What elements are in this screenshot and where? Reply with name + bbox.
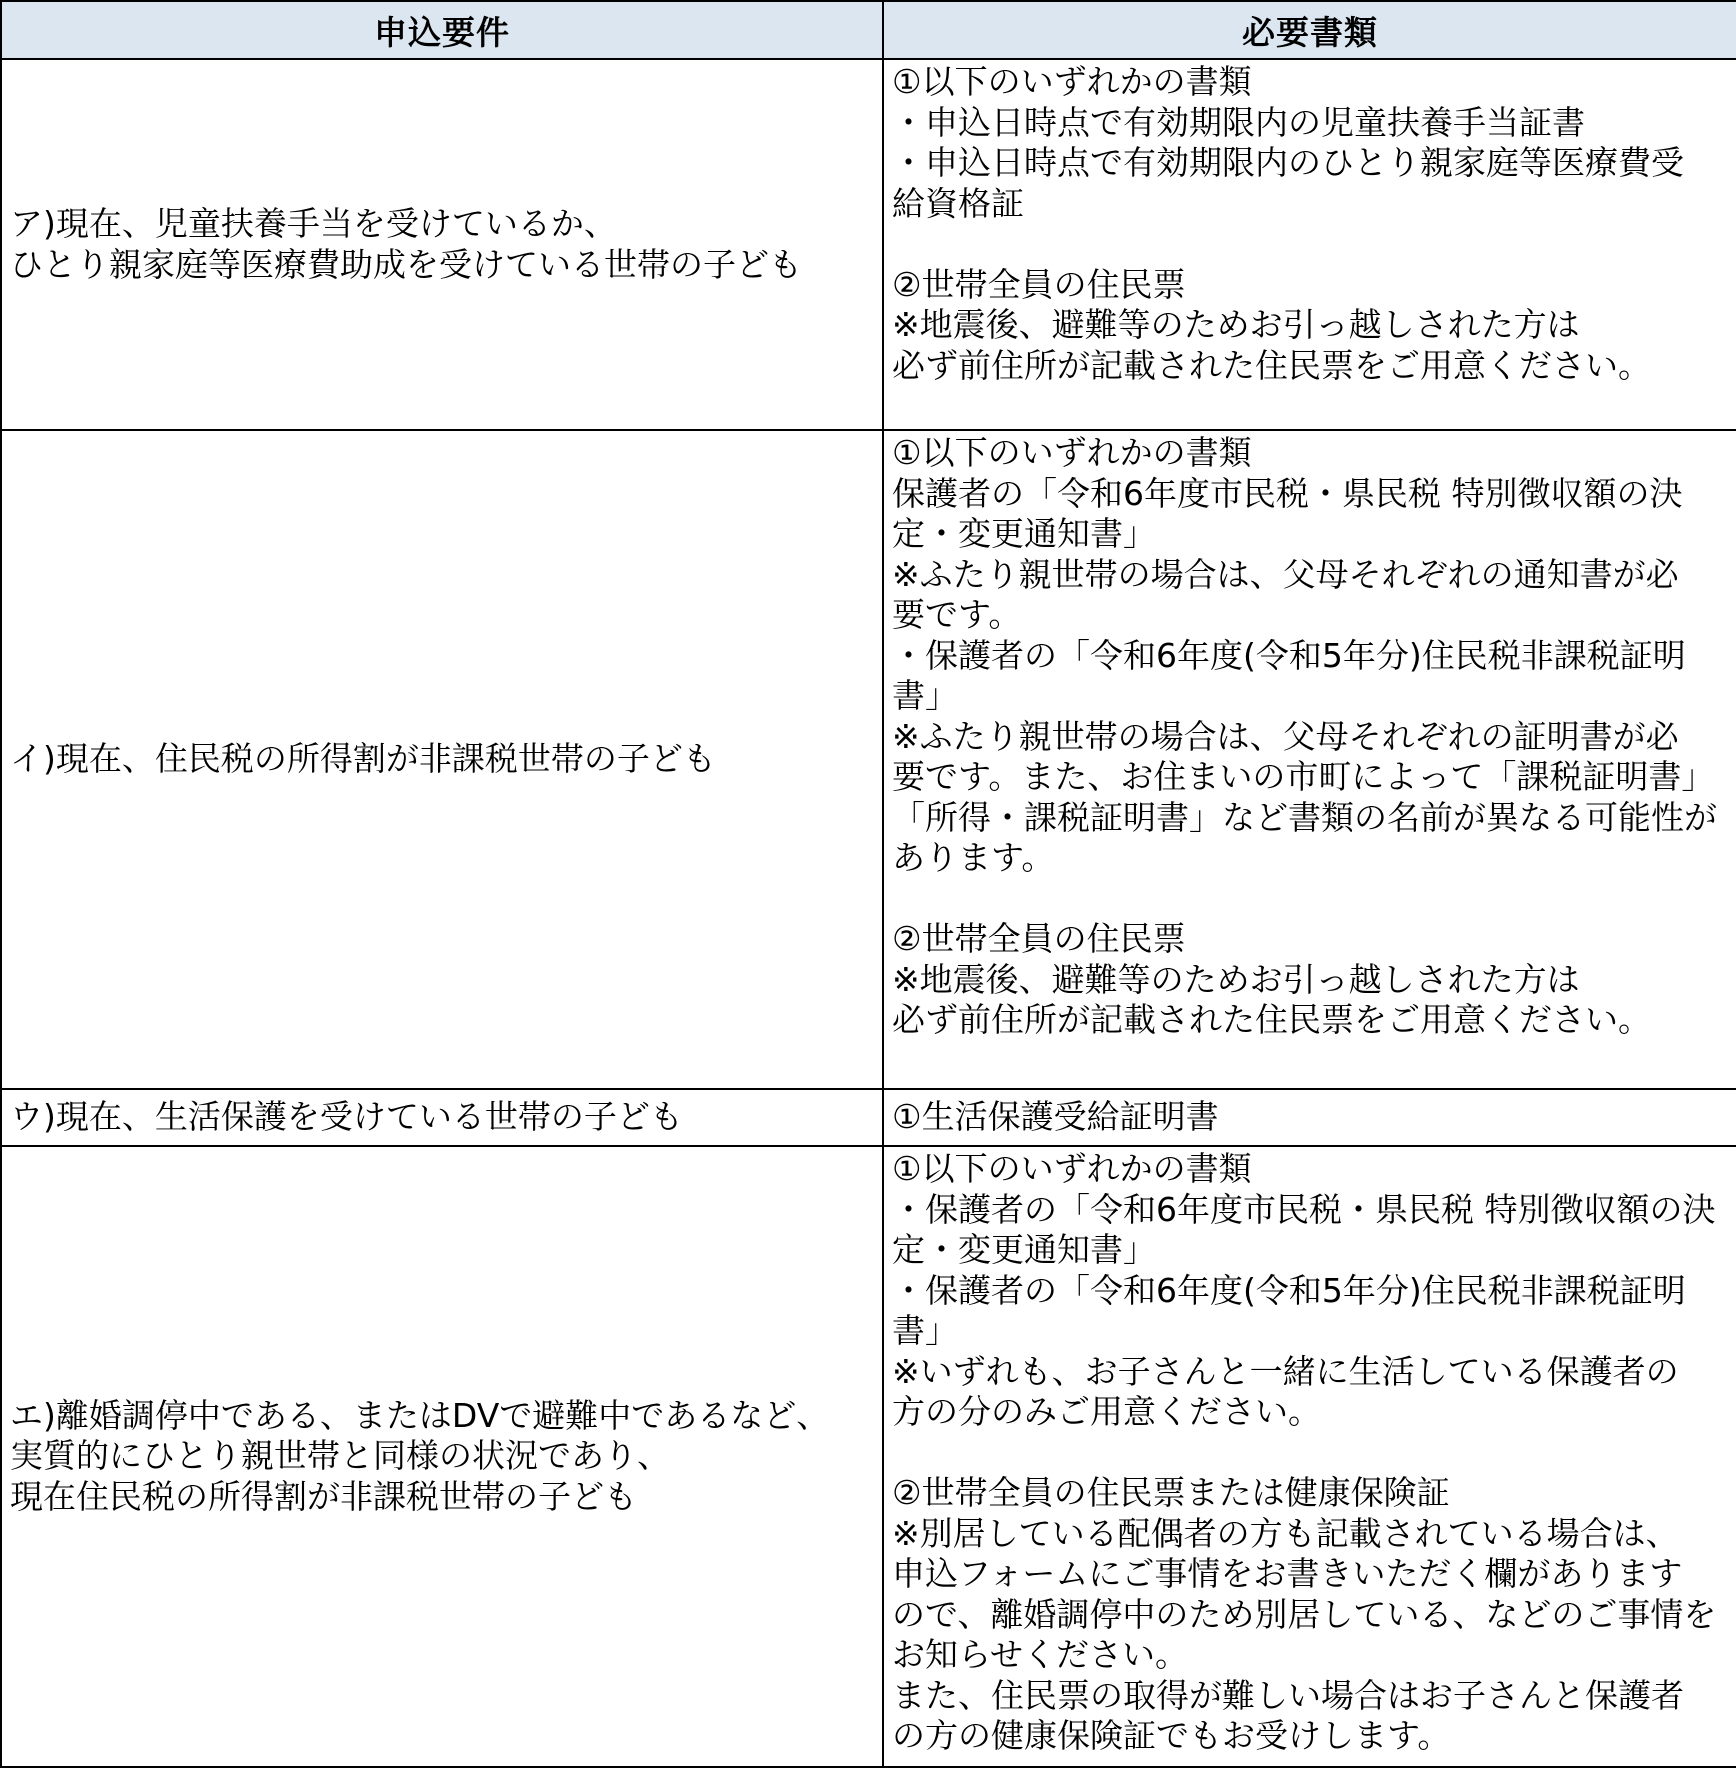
document-line: 必ず前住所が記載された住民票をご用意ください。 [892, 345, 1651, 385]
condition-line: ア)現在、児童扶養手当を受けているか、 [10, 204, 617, 243]
document-line: 書」 [892, 676, 958, 715]
header-documents: 必要書類 [883, 1, 1736, 59]
condition-cell [1, 430, 883, 1089]
condition-line: ひとり親家庭等医療費助成を受けている世帯の子ども [10, 244, 802, 284]
document-line: ※地震後、避難等のためお引っ越しされた方は [892, 959, 1580, 999]
document-line: ①以下のいずれかの書類 [892, 62, 1252, 101]
document-line: ・保護者の「令和6年度(令和5年分)住民税非課税証明 [892, 1270, 1686, 1310]
document-line: 書」 [892, 1311, 958, 1350]
document-line: ・申込日時点で有効期限内のひとり親家庭等医療費受 [892, 143, 1684, 182]
condition-line: 現在住民税の所得割が非課税世帯の子ども [10, 1476, 637, 1516]
documents-cell [883, 430, 1736, 1089]
document-line: 必ず前住所が記載された住民票をご用意ください。 [892, 1000, 1651, 1039]
documents-cell [883, 1089, 1736, 1146]
document-line: あります。 [892, 838, 1055, 877]
document-line: 給資格証 [892, 183, 1024, 223]
document-line: ・申込日時点で有効期限内の児童扶養手当証書 [892, 102, 1585, 142]
document-line: 方の分のみご用意ください。 [892, 1392, 1321, 1431]
document-line: 要です。また、お住まいの市町によって「課税証明書」 [892, 757, 1715, 796]
header-requirement: 申込要件 [1, 1, 883, 59]
spacer [892, 879, 1726, 920]
condition-cell [1, 1089, 883, 1146]
document-line: ※別居している配偶者の方も記載されている場合は、 [892, 1513, 1679, 1553]
document-line: ※いずれも、お子さんと一緒に生活している保護者の [892, 1351, 1679, 1391]
document-line: ①以下のいずれかの書類 [892, 433, 1252, 472]
document-line: ※ふたり親世帯の場合は、父母それぞれの証明書が必 [892, 716, 1679, 756]
document-line: ②世帯全員の住民票または健康保険証 [892, 1473, 1450, 1512]
document-line: 申込フォームにご事情をお書きいただく欄があります [892, 1554, 1683, 1593]
document-line: ・保護者の「令和6年度市民税・県民税 特別徴収額の決 [892, 1189, 1716, 1229]
document-line: ②世帯全員の住民票 [892, 264, 1186, 304]
condition-cell [1, 59, 883, 430]
table-row-a [1, 59, 1736, 430]
table-row-e [1, 1146, 1736, 1767]
condition-cell [1, 1146, 883, 1767]
documents-cell [883, 59, 1736, 430]
document-line: ①生活保護受給証明書 [892, 1097, 1219, 1137]
document-line: ①以下のいずれかの書類 [892, 1149, 1252, 1188]
condition-line: イ)現在、住民税の所得割が非課税世帯の子ども [10, 739, 716, 779]
table-row-i [1, 430, 1736, 1089]
document-line: お知らせください。 [892, 1635, 1189, 1674]
document-line: ・保護者の「令和6年度(令和5年分)住民税非課税証明 [892, 635, 1686, 675]
header-row [1, 1, 1736, 59]
document-line: ※地震後、避難等のためお引っ越しされた方は [892, 305, 1580, 344]
document-line: また、住民票の取得が難しい場合はお子さんと保護者 [892, 1675, 1684, 1715]
document-line: ※ふたり親世帯の場合は、父母それぞれの通知書が必 [892, 554, 1679, 594]
documents-cell [883, 1146, 1736, 1767]
table-row-u [1, 1089, 1736, 1146]
document-line: 「所得・課税証明書」など書類の名前が異なる可能性が [892, 797, 1717, 837]
document-line: 定・変更通知書」 [892, 514, 1156, 553]
condition-line: 実質的にひとり親世帯と同様の状況であり、 [10, 1436, 670, 1476]
document-line: ので、離婚調停中のため別居している、などのご事情を [892, 1594, 1717, 1634]
document-line: 保護者の「令和6年度市民税・県民税 特別徴収額の決 [892, 473, 1683, 513]
condition-line: ウ)現在、生活保護を受けている世帯の子ども [10, 1097, 683, 1137]
spacer [892, 1433, 1726, 1474]
document-line: の方の健康保険証でもお受けします。 [892, 1716, 1451, 1755]
document-line: 要です。 [892, 595, 1022, 634]
spacer [892, 224, 1726, 265]
document-line: 定・変更通知書」 [892, 1230, 1156, 1269]
document-line: ②世帯全員の住民票 [892, 919, 1186, 958]
condition-line: エ)離婚調停中である、またはDVで避難中であるなど、 [10, 1395, 830, 1435]
